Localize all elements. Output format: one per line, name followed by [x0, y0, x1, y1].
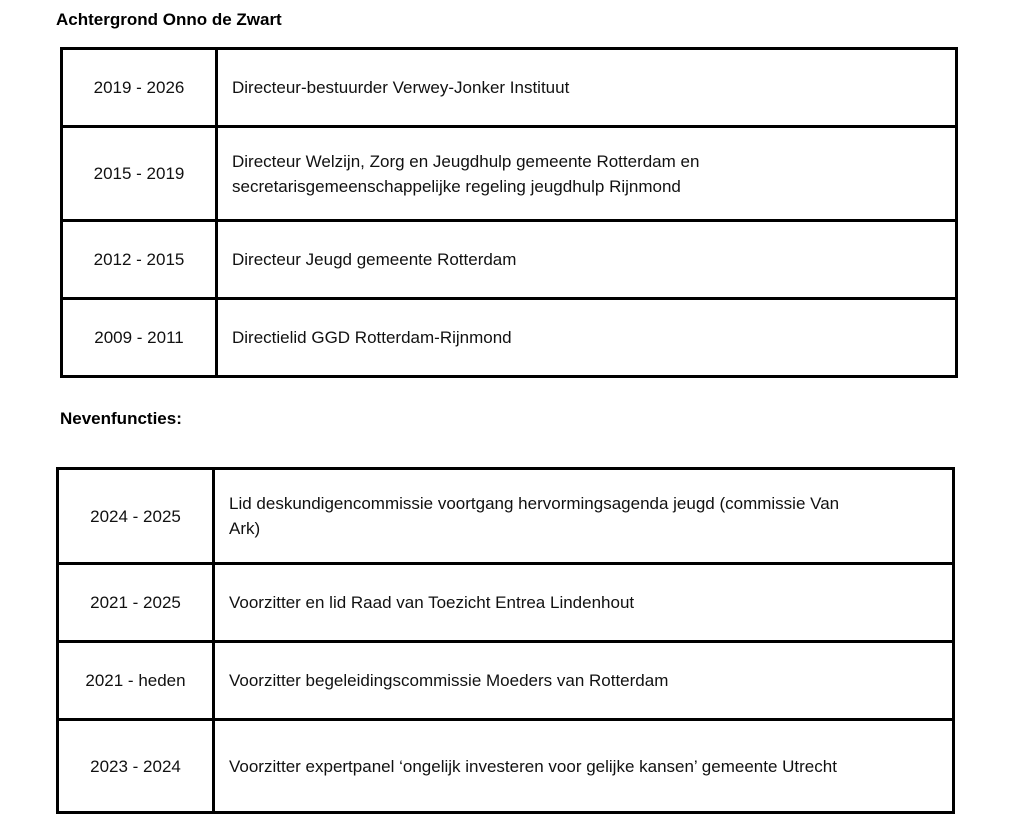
table-row: [62, 49, 957, 127]
years-cell: 2009 - 2011: [62, 299, 217, 377]
years-cell: 2015 - 2019: [62, 127, 217, 221]
description-cell: Voorzitter begeleidingscommissie Moeders van Rotterdam: [214, 642, 954, 720]
description-cell: Voorzitter en lid Raad van Toezicht Entrea Lindenhout: [214, 564, 954, 642]
description-cell: Voorzitter expertpanel ‘ongelijk investeren voor gelijke kansen’ gemeente Utrecht: [214, 720, 954, 813]
years-cell: 2019 - 2026: [62, 49, 217, 127]
table-row: [58, 720, 954, 813]
background-table: [60, 47, 958, 378]
background-heading: Achtergrond Onno de Zwart: [56, 10, 282, 29]
table-row: [58, 469, 954, 564]
table-row: [58, 564, 954, 642]
years-cell: 2024 - 2025: [58, 469, 214, 564]
years-cell: 2021 - 2025: [58, 564, 214, 642]
years-cell: 2012 - 2015: [62, 221, 217, 299]
table-row: [58, 642, 954, 720]
table-row: [62, 127, 957, 221]
years-cell: 2021 - heden: [58, 642, 214, 720]
description-cell: Directeur Welzijn, Zorg en Jeugdhulp gemeente Rotterdam en secretarisgemeenschappelijke regeling jeugdhulp Rijnmond: [217, 127, 957, 221]
side-functions-heading: Nevenfuncties:: [60, 409, 182, 428]
description-cell: Lid deskundigencommissie voortgang hervormingsagenda jeugd (commissie Van Ark): [214, 469, 954, 564]
table-row: [62, 299, 957, 377]
years-cell: 2023 - 2024: [58, 720, 214, 813]
description-cell: Directielid GGD Rotterdam-Rijnmond: [217, 299, 957, 377]
table-row: [62, 221, 957, 299]
description-cell: Directeur Jeugd gemeente Rotterdam: [217, 221, 957, 299]
description-cell: Directeur-bestuurder Verwey-Jonker Instituut: [217, 49, 957, 127]
side-functions-table: [56, 467, 955, 814]
